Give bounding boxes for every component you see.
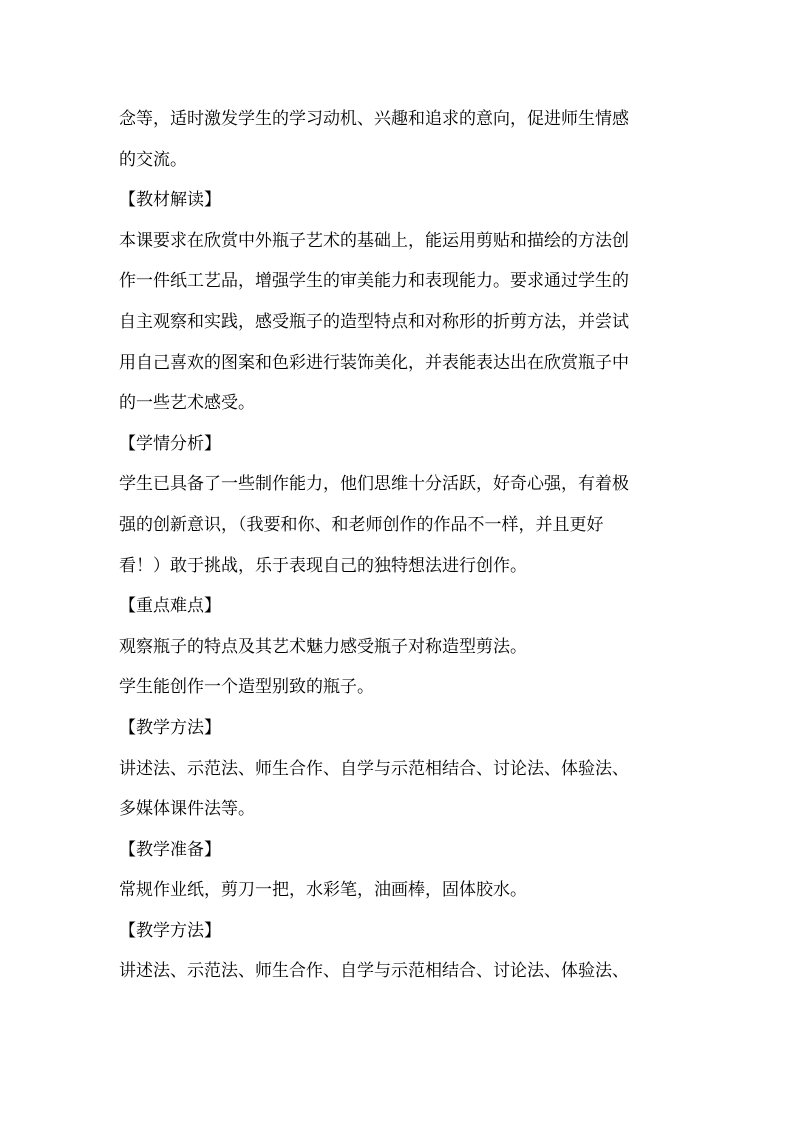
paragraph-line: 看！）敢于挑战，乐于表现自己的独特想法进行创作。	[119, 555, 527, 576]
section-heading: 【重点难点】	[119, 596, 221, 617]
paragraph-line: 常规作业纸，剪刀一把，水彩笔，油画棒，固体胶水。	[119, 880, 527, 901]
paragraph-line: 多媒体课件法等。	[119, 799, 255, 820]
paragraph-line: 的交流。	[119, 149, 187, 170]
section-heading: 【教学方法】	[119, 920, 221, 941]
paragraph-line: 观察瓶子的特点及其艺术魅力感受瓶子对称造型剪法。	[119, 636, 527, 657]
paragraph-line: 自主观察和实践，感受瓶子的造型特点和对称形的折剪方法，并尝试	[119, 311, 629, 332]
section-heading: 【学情分析】	[119, 433, 221, 454]
section-heading: 【教学准备】	[119, 839, 221, 860]
paragraph-line: 讲述法、示范法、师生合作、自学与示范相结合、讨论法、体验法、	[119, 758, 629, 779]
document-body	[119, 99, 689, 992]
paragraph-line: 学生已具备了一些制作能力，他们思维十分活跃，好奇心强，有着极	[119, 474, 629, 495]
paragraph-line: 强的创新意识，（我要和你、和老师创作的作品不一样，并且更好	[119, 514, 604, 535]
paragraph-line: 念等，适时激发学生的学习动机、兴趣和追求的意向，促进师生情感	[119, 109, 629, 129]
paragraph-line: 用自己喜欢的图案和色彩进行装饰美化，并表能表达出在欣赏瓶子中	[119, 352, 629, 373]
section-heading: 【教材解读】	[119, 190, 221, 211]
paragraph-line: 作一件纸工艺品，增强学生的审美能力和表现能力。要求通过学生的	[119, 271, 629, 292]
section-heading: 【教学方法】	[119, 717, 221, 738]
paragraph-line: 本课要求在欣赏中外瓶子艺术的基础上，能运用剪贴和描绘的方法创	[119, 230, 629, 251]
paragraph-line: 的一些艺术感受。	[119, 393, 255, 414]
paragraph-line: 学生能创作一个造型别致的瓶子。	[119, 677, 374, 698]
paragraph-line: 讲述法、示范法、师生合作、自学与示范相结合、讨论法、体验法、	[119, 961, 629, 982]
